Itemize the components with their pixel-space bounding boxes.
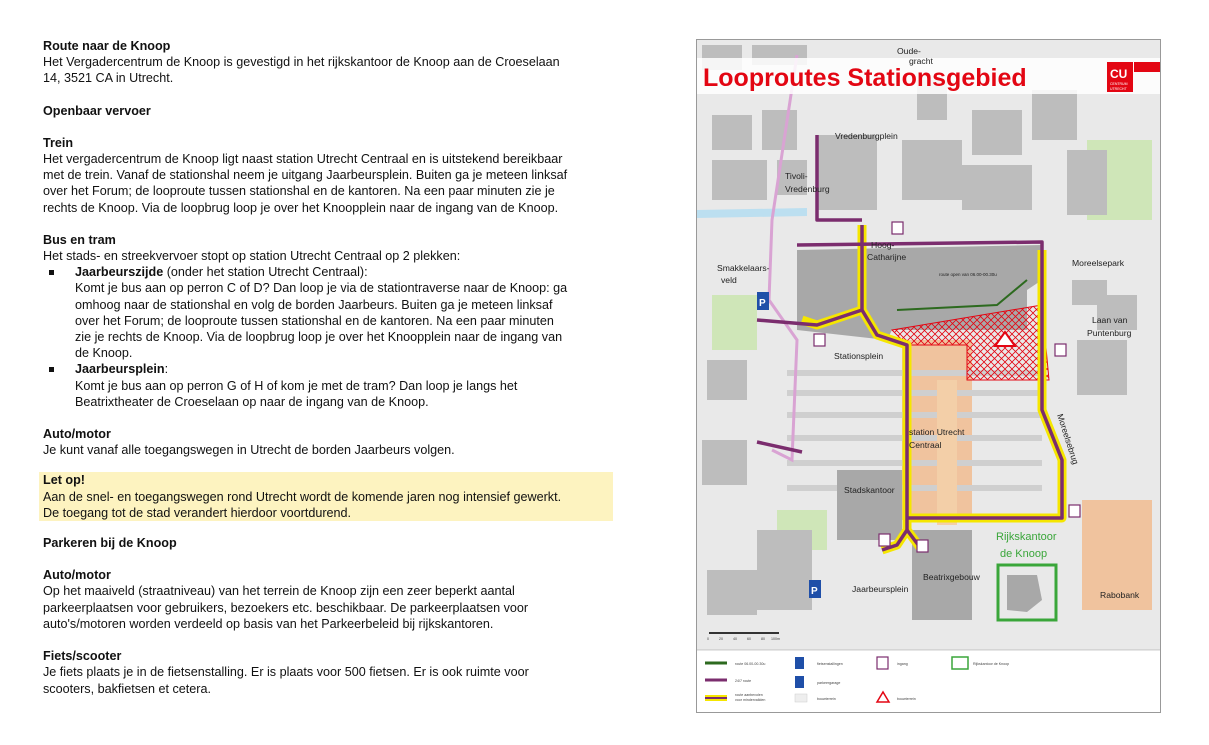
svg-text:P: P [811,586,818,597]
scale-tick: 80 [761,637,765,641]
parking-icon [757,292,769,310]
scale-tick: 60 [747,637,751,641]
label-stadskantoor: Stadskantoor [844,485,895,495]
parkeren-heading: Parkeren bij de Knoop [43,536,177,551]
cu-logo-sub: CENTRUM [1110,82,1128,86]
parking-icon [809,580,821,598]
stadskantoor-building [837,470,902,540]
legend-label: voor mindervaliden [735,698,766,702]
label-jaarbeursplein: Jaarbeursplein [852,584,909,594]
legend-label: Rijkskantoor de Knoop [973,662,1010,666]
scale-tick: 40 [733,637,737,641]
label-laan-van-puntenburg: Puntenburg [1087,328,1132,338]
route-map-svg [697,40,1160,712]
construction-legend-icon [795,694,807,702]
label-hoog-catharijne: Hoog- [871,240,895,250]
legend-label: route aanbevolen [735,693,763,697]
cu-logo-text: CU [1110,67,1128,81]
scale-tick: 100m [771,637,780,641]
legend-label: 24/7 route [735,679,752,683]
auto2-text: Op het maaiveld (straatniveau) van het terrein de Knoop zijn een zeer beperkt aantal parkeerplaatsen voor gebruikers, bezoekers etc. beschikbaar. De parkeerplaatsen voor auto's/motoren worden verdeeld op basis van het Parkeerbeleid bij rijkskantoren. [43,584,529,631]
ov-heading: Openbaar vervoer [43,103,151,118]
legend [697,650,1160,712]
label-hoog-catharijne: Catharijne [867,252,907,262]
letop-heading: Let op! [43,473,85,488]
auto-heading: Auto/motor [43,427,111,442]
scale-tick: 0 [707,637,709,641]
legend-label: fietsenstallingen [817,662,843,666]
label-smakkelaarsveld: veld [721,275,737,285]
bike-parking-icon [795,657,804,669]
bullet-marker [49,367,54,372]
route-heading: Route naar de Knoop [43,39,171,53]
trein-text: Het vergadercentrum de Knoop ligt naast station Utrecht Centraal en is uitstekend bereikbaar met de trein. Vanaf de stationshal neem je uitgang Jaarbeursplein. Buiten ga je meteen linksaf over het Forum; de looproute tussen stationshal en de kantoren. Na een paar minuten zie je rechts de Knoop. Via de loopbrug loop je over het Knoopplein naar de ingang van de Knoop. [43,152,568,215]
label-oudegracht: gracht [909,56,933,66]
label-rijkskantoor: Rijkskantoor [996,531,1057,543]
label-de-knoop: de Knoop [1000,548,1048,560]
cu-logo-bar [1134,62,1160,72]
label-tivoli: Vredenburg [785,184,830,194]
bullet-jaarbeurszijde: Jaarbeurszijde (onder het station Utrecht Centraal): Komt je bus aan op perron C of D? Dan loop je via de stationtraverse naar de Knoop: ga omhoog naar de stationshal en volg de borden Jaarbeurs. Buiten ga je meteen linksaf over het Forum; de looproute tussen stationshal en de kantoren. Na een paar minuten zie je rechts de Knoop. Via de loopbrug loop je over het Knoopplein naar de ingang van de Knoop. [43,264,618,361]
label-tivoli: Tivoli- [785,171,808,181]
label-rabobank: Rabobank [1100,590,1140,600]
label-vredenburgplein: Vredenburgplein [835,131,898,141]
legend-label: parkeergarage [817,681,841,685]
bullet-marker [49,270,54,275]
label-route-open: route open van 06.00-00.30u [939,272,997,277]
bullet-jaarbeursplein: Jaarbeursplein: Komt je bus aan op perron G of H of kom je met de tram? Dan loop je langs het Beatrixtheater de Croeselaan op naar de ingang van de Knoop. [43,361,618,410]
fiets-heading: Fiets/scooter [43,649,122,664]
let-op-notice [39,472,613,521]
auto-text: Je kunt vanaf alle toegangswegen in Utrecht de borden Jaarbeurs volgen. [43,443,455,458]
legend-label: route 06.00-00.30u [735,662,766,666]
route-map [696,39,1161,713]
label-smakkelaarsveld: Smakkelaars- [717,263,770,273]
label-moreelsepark: Moreelsepark [1072,258,1125,268]
label-beatrixgebouw: Beatrixgebouw [923,572,980,582]
label-stationsplein: Stationsplein [834,351,884,361]
label-oudegracht: Oude- [897,46,921,56]
legend-label: ingang [897,662,908,666]
bus-heading: Bus en tram [43,232,116,247]
label-station-utrecht: Centraal [909,440,942,450]
label-moreelsebrug: Moreelsebrug [1055,412,1081,466]
cu-logo-sub: UTRECHT [1110,87,1127,91]
legend-label: bouwterrein [817,697,836,701]
trein-heading: Trein [43,135,74,150]
instructions-text [43,38,618,697]
station-hall-wing [937,380,957,525]
route-text: Het Vergadercentrum de Knoop is gevestigd in het rijkskantoor de Knoop aan de Croeselaan 14, 3521 CA in Utrecht. [43,55,560,86]
legend-label: bouwterrein [897,697,916,701]
bus-intro: Het stads- en streekvervoer stopt op station Utrecht Centraal op 2 plekken: [43,249,461,264]
parking-legend-icon [795,676,804,688]
green-area [712,295,757,350]
scale-tick: 20 [719,637,723,641]
letop-text: Aan de snel- en toegangswegen rond Utrecht wordt de komende jaren nog intensief gewerkt. De toegang tot de stad verandert hierdoor voortdurend. [43,489,562,520]
fiets-text: Je fiets plaats je in de fietsenstalling. Er is plaats voor 500 fietsen. Er is ook ruimte voor scooters, bakfietsen et cetera. [43,665,529,696]
label-laan-van-puntenburg: Laan van [1092,315,1128,325]
auto2-heading: Auto/motor [43,568,111,583]
entrance-legend-icon [877,657,888,669]
label-station-utrecht: station Utrecht [909,427,965,437]
map-title: Looproutes Stationsgebied [703,64,1027,92]
svg-text:P: P [759,298,766,309]
